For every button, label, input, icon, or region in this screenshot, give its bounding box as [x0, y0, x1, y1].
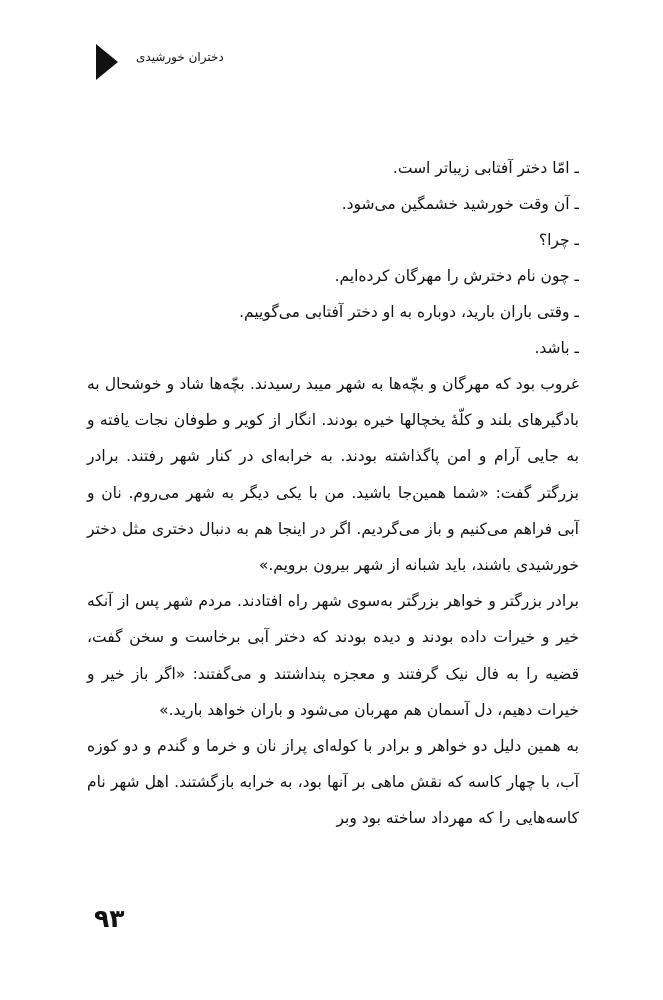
book-title: دختران خورشیدی [136, 50, 224, 64]
page-body [87, 150, 579, 837]
chapter-marker-triangle [96, 44, 118, 80]
dialogue-line: ـ امّا دختر آفتابی زیباتر است. [87, 150, 579, 186]
running-header [0, 44, 663, 80]
paragraph: برادر بزرگتر و خواهر بزرگتر به‌سوی شهر راه افتادند. مردم شهر پس از آنکه خیر و خیرات داده بودند و دیده بودند که دختر آبی برخاست و سخن گفت، قضیه را به فال نیک گرفتند و معجزه پنداشتند و می‌گفتند: «اگر باز خیر و خیرات دهیم، دل آسمان هم مهربان می‌شود و باران خواهد بارید.» [87, 592, 579, 719]
page-number: ۹۳ [94, 904, 125, 933]
dialogue-list [87, 150, 579, 366]
dialogue-line: ـ باشد. [87, 330, 579, 366]
dialogue-line: ـ چرا؟ [87, 222, 579, 258]
paragraph: غروب بود که مهرگان و بچّه‌ها به شهر میبد رسیدند. بچّه‌ها شاد و خوشحال به بادگیرهای بلند و کلّهٔ یخچالها خیره بودند. انگار از کویر و طوفان نجات یافته و به جایی آرام و امن پاگذاشته بودند. به خرابه‌ای در کنار شهر رفتند. برادر بزرگتر گفت: «شما همین‌جا باشید. من با یکی دیگر به شهر می‌روم. نان و آبی فراهم می‌کنیم و باز می‌گردیم. اگر در اینجا هم به دنبال دختری مثل دختر خورشیدی باشند، باید شبانه از شهر بیرون برویم.» [87, 375, 579, 575]
paragraph: به همین دلیل دو خواهر و برادر با کوله‌ای پراز نان و خرما و گندم و دو کوزه آب، با چهار کاسه که نقش ماهی بر آنها بود، به خرابه بازگشتند. اهل شهر نام کاسه‌هایی را که مهرداد ساخته بود وبر [87, 737, 579, 828]
dialogue-line: ـ وقتی باران بارید، دوباره به او دختر آفتابی می‌گوییم. [87, 294, 579, 330]
dialogue-line: ـ آن وقت خورشید خشمگین می‌شود. [87, 186, 579, 222]
dialogue-line: ـ چون نام دخترش را مهرگان کرده‌ایم. [87, 258, 579, 294]
